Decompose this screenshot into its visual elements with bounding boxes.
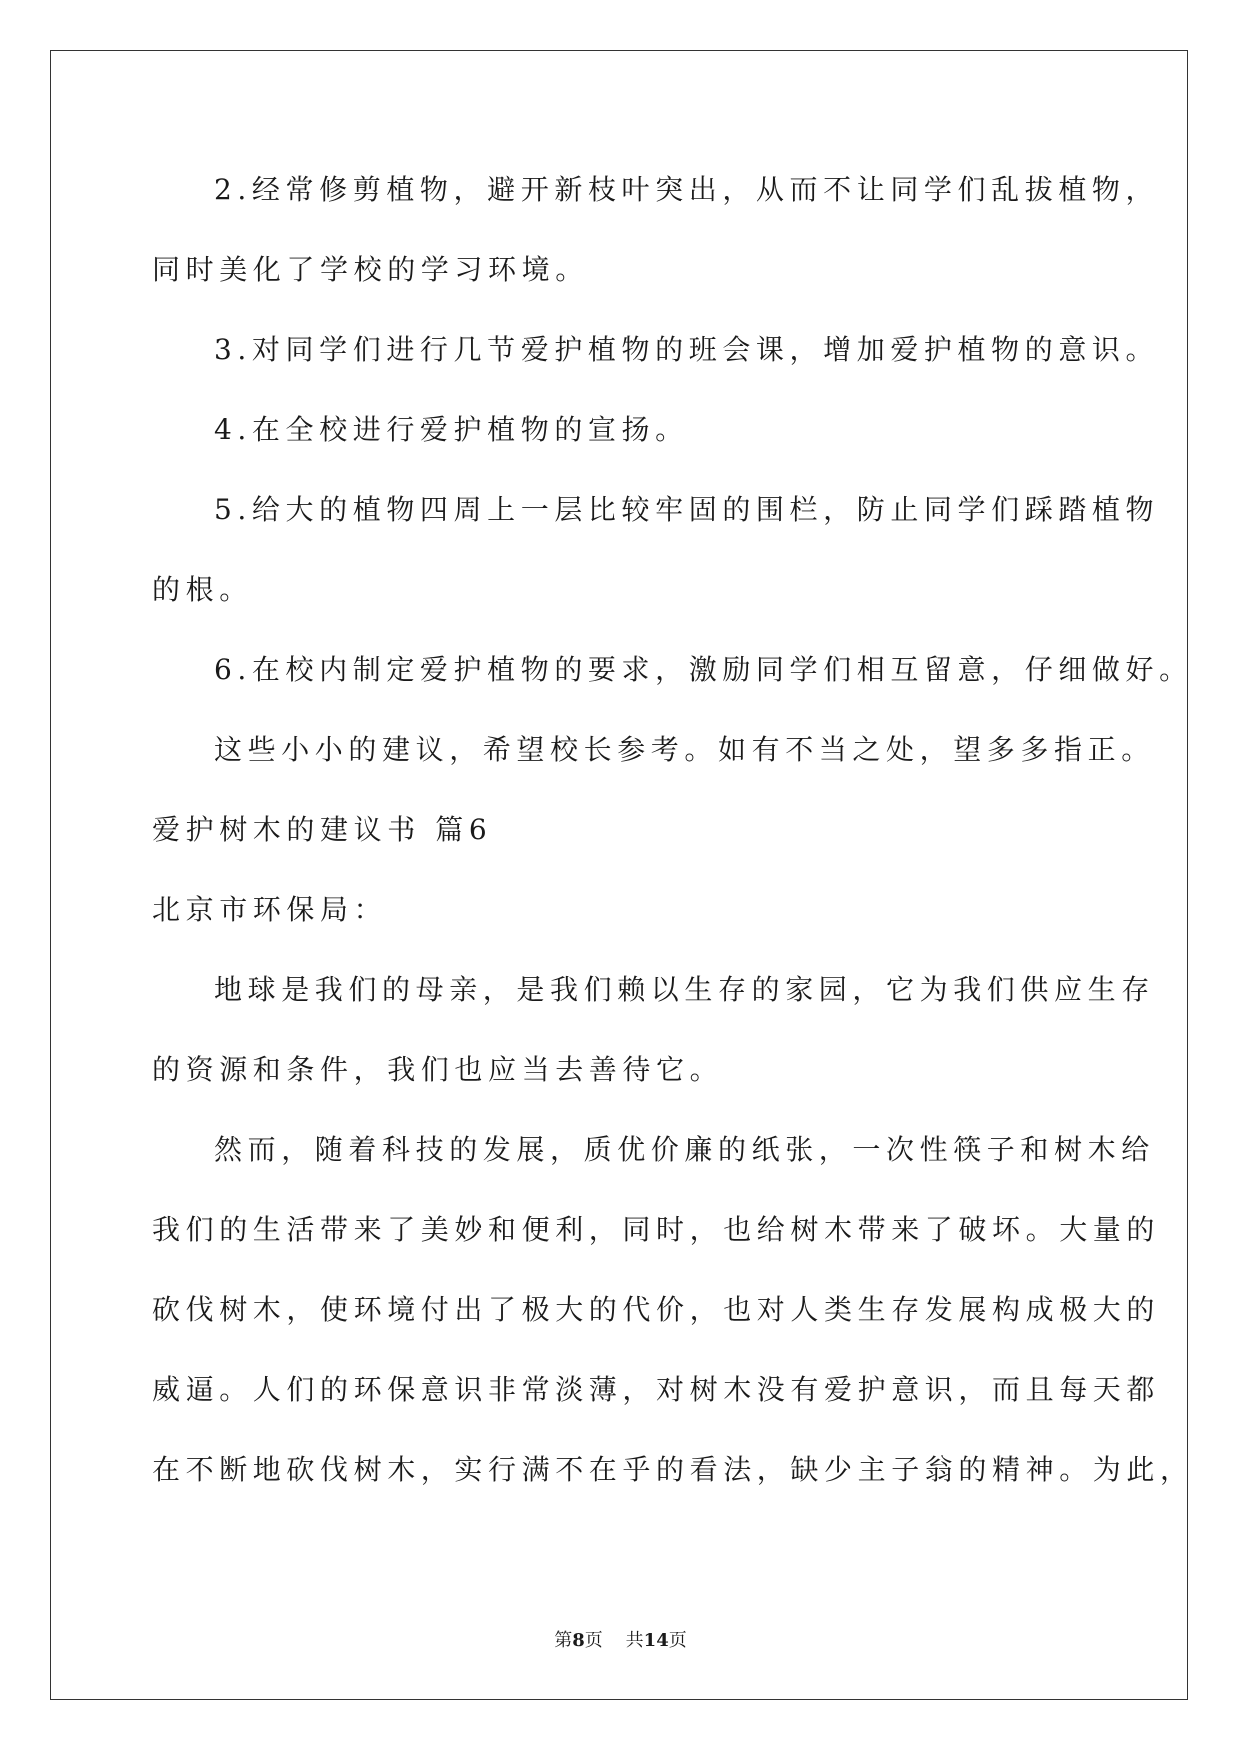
page-prefix: 第 [554,1630,573,1651]
total-prefix: 共 [625,1630,644,1651]
paragraph-2-line-3: 砍伐树木，使环境付出了极大的代价，也对人类生存发展构成极大的 [152,1293,1161,1326]
list-item-4: 4.在全校进行爱护植物的宣扬。 [214,413,689,446]
paragraph-1-line-1: 地球是我们的母亲，是我们赖以生存的家园，它为我们供应生存 [214,973,1155,1006]
paragraph-2-line-5: 在不断地砍伐树木，实行满不在乎的看法，缺少主子翁的精神。为此， [152,1453,1194,1486]
paragraph-2-line-4: 威逼。人们的环保意识非常淡薄，对树木没有爱护意识，而且每天都 [152,1373,1161,1406]
list-item-5-line-1: 5.给大的植物四周上一层比较牢固的围栏，防止同学们踩踏植物 [214,493,1160,526]
section-heading: 爱护树木的建议书 篇6 [152,813,493,846]
list-item-3: 3.对同学们进行几节爱护植物的班会课，增加爱护植物的意识。 [214,333,1160,366]
list-item-2-line-2: 同时美化了学校的学习环境。 [152,253,589,286]
closing-paragraph: 这些小小的建议，希望校长参考。如有不当之处，望多多指正。 [214,733,1155,766]
paragraph-2-line-2: 我们的生活带来了美妙和便利，同时，也给树木带来了破坏。大量的 [152,1213,1161,1246]
page-suffix: 页 [584,1630,603,1651]
paragraph-2-line-1: 然而，随着科技的发展，质优价廉的纸张，一次性筷子和树木给 [214,1133,1155,1166]
list-item-6: 6.在校内制定爱护植物的要求，激励同学们相互留意，仔细做好。 [214,653,1193,686]
salutation: 北京市环保局： [152,893,388,926]
page-footer [0,1626,1241,1652]
total-suffix: 页 [668,1630,687,1651]
current-page-number: 8 [572,1630,585,1651]
list-item-5-line-2: 的根。 [152,573,253,606]
list-item-2-line-1: 2.经常修剪植物，避开新枝叶突出，从而不让同学们乱拔植物， [214,173,1160,206]
total-page-count: 14 [643,1630,669,1651]
paragraph-1-line-2: 的资源和条件，我们也应当去善待它。 [152,1053,724,1086]
